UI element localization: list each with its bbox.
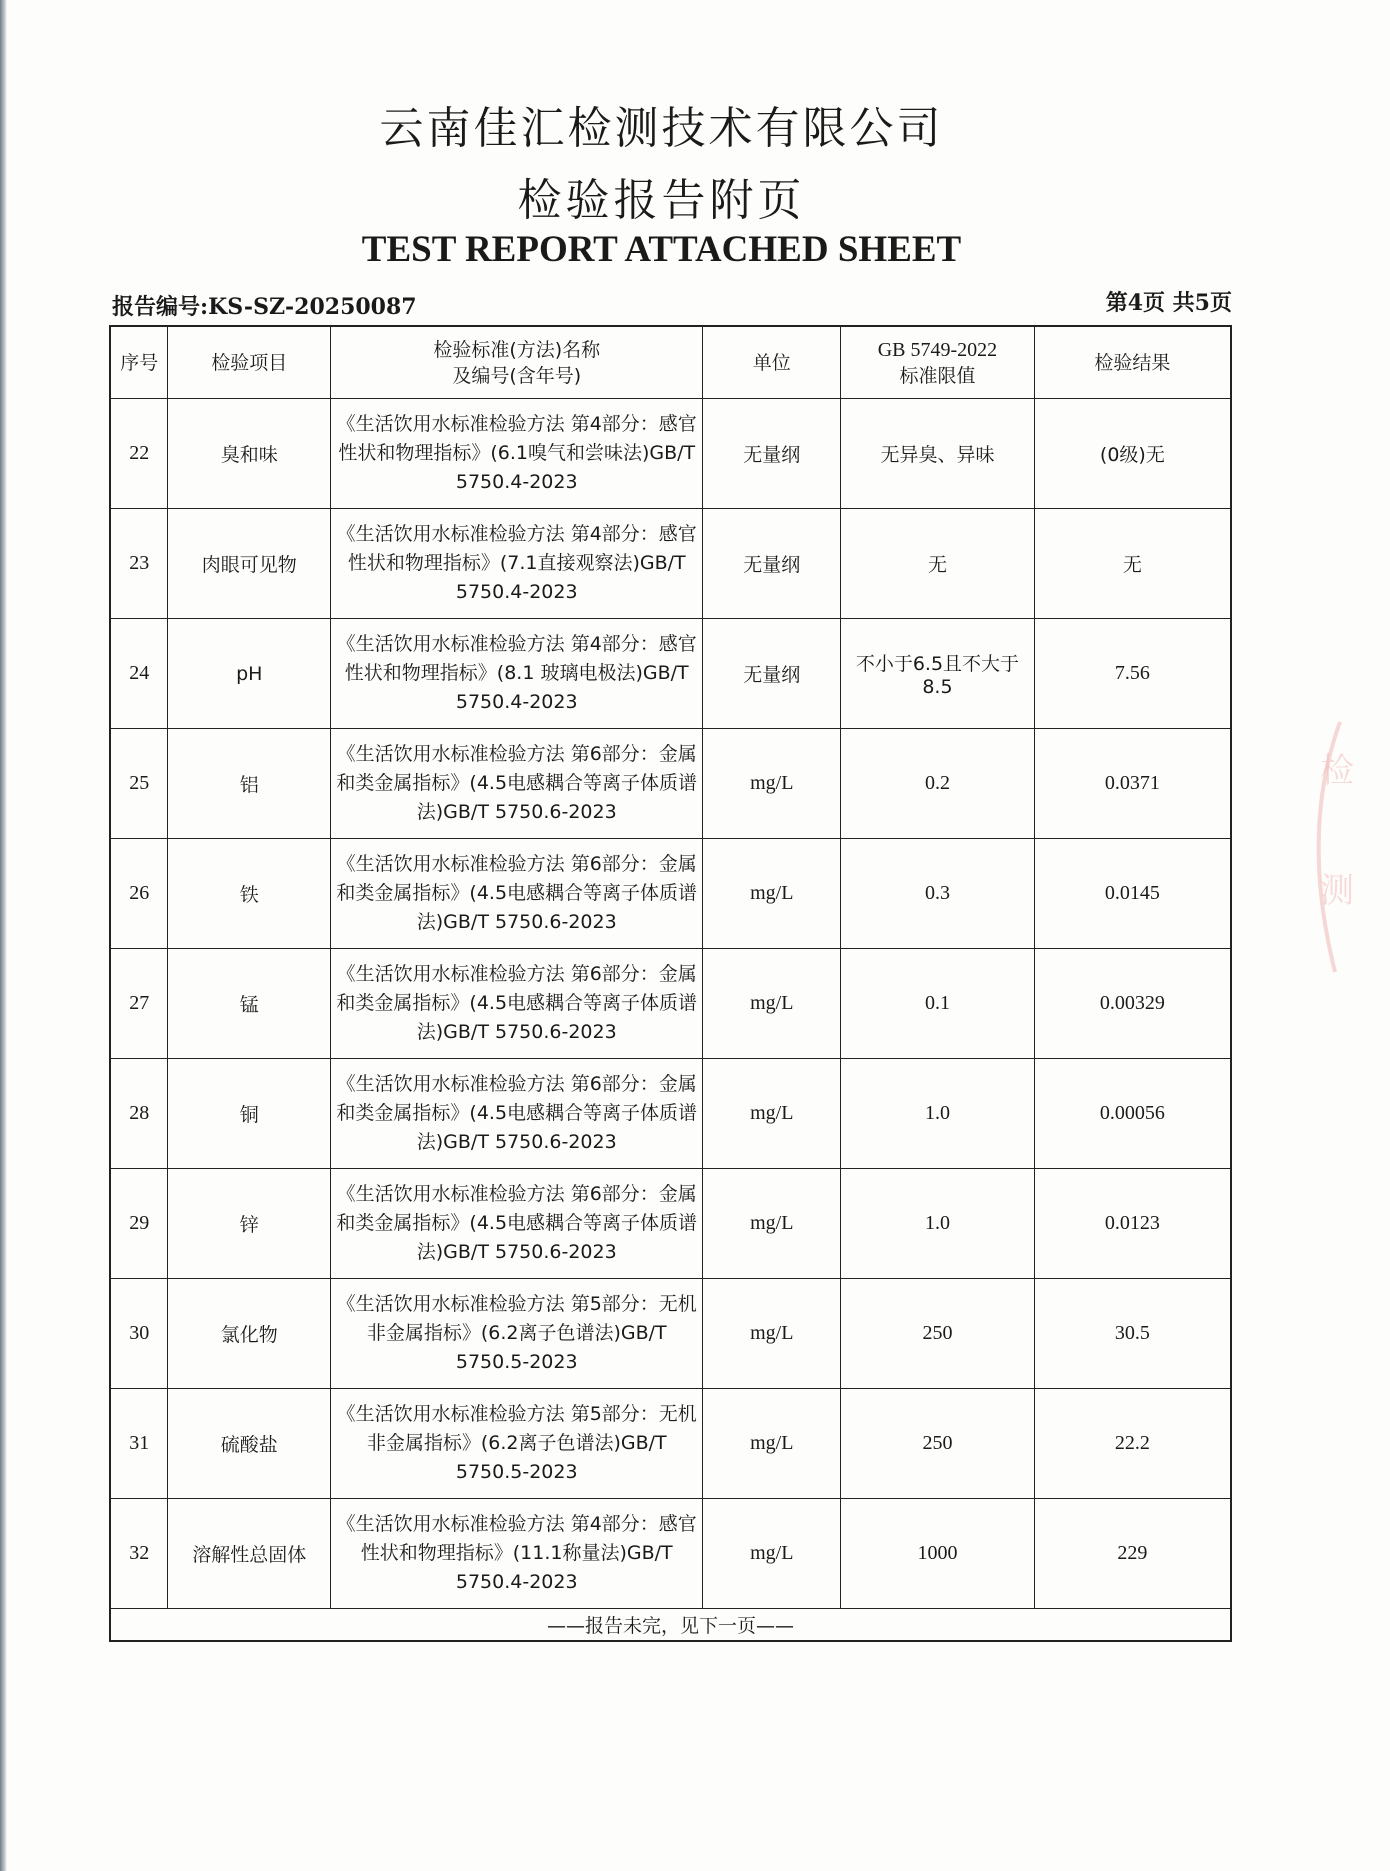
row-seq: 25 bbox=[110, 729, 168, 839]
row-result: 无 bbox=[1034, 509, 1231, 619]
row-unit: mg/L bbox=[703, 1279, 841, 1389]
row-limit: 不小于6.5且不大于8.5 bbox=[841, 619, 1035, 729]
row-limit: 250 bbox=[841, 1389, 1035, 1499]
row-unit: mg/L bbox=[703, 1059, 841, 1169]
row-result: 0.0123 bbox=[1034, 1169, 1231, 1279]
header-limit-line2: 标准限值 bbox=[899, 364, 976, 387]
row-item: pH bbox=[168, 619, 331, 729]
table-row bbox=[110, 399, 1231, 509]
row-method: 《生活饮用水标准检验方法 第6部分：金属和类金属指标》(4.5电感耦合等离子体质谱法)GB/T 5750.6-2023 bbox=[331, 949, 703, 1059]
row-limit: 1.0 bbox=[841, 1169, 1035, 1279]
row-limit: 1.0 bbox=[841, 1059, 1035, 1169]
red-seal-stamp bbox=[1280, 712, 1390, 982]
page-info: 第4页 共5页 bbox=[1105, 290, 1232, 316]
row-result: 7.56 bbox=[1034, 619, 1231, 729]
row-item: 臭和味 bbox=[168, 399, 331, 509]
row-item: 锌 bbox=[168, 1169, 331, 1279]
header-method-line2: 及编号(含年号) bbox=[452, 364, 582, 387]
header-seq: 序号 bbox=[110, 326, 168, 399]
row-seq: 31 bbox=[110, 1389, 168, 1499]
report-continued-note: ——报告未完，见下一页—— bbox=[110, 1609, 1231, 1642]
row-method: 《生活饮用水标准检验方法 第4部分：感官性状和物理指标》(11.1称量法)GB/T 5750.4-2023 bbox=[331, 1499, 703, 1609]
table-header-row bbox=[110, 326, 1231, 399]
row-limit: 0.2 bbox=[841, 729, 1035, 839]
seal-fragment-icon bbox=[1280, 712, 1390, 982]
row-limit: 0.1 bbox=[841, 949, 1035, 1059]
row-method: 《生活饮用水标准检验方法 第6部分：金属和类金属指标》(4.5电感耦合等离子体质谱法)GB/T 5750.6-2023 bbox=[331, 1059, 703, 1169]
row-seq: 27 bbox=[110, 949, 168, 1059]
scan-edge bbox=[0, 0, 7, 1871]
row-seq: 22 bbox=[110, 399, 168, 509]
row-item: 溶解性总固体 bbox=[168, 1499, 331, 1609]
row-result: 22.2 bbox=[1034, 1389, 1231, 1499]
table-row bbox=[110, 1389, 1231, 1499]
row-item: 肉眼可见物 bbox=[168, 509, 331, 619]
row-unit: mg/L bbox=[703, 949, 841, 1059]
header-unit: 单位 bbox=[703, 326, 841, 399]
row-result: (0级)无 bbox=[1034, 399, 1231, 509]
header-item: 检验项目 bbox=[168, 326, 331, 399]
row-unit: 无量纲 bbox=[703, 509, 841, 619]
table-row bbox=[110, 1059, 1231, 1169]
report-number: 报告编号:KS-SZ-20250087 bbox=[112, 294, 417, 320]
row-seq: 24 bbox=[110, 619, 168, 729]
header-result: 检验结果 bbox=[1034, 326, 1231, 399]
row-seq: 26 bbox=[110, 839, 168, 949]
row-limit: 无异臭、异味 bbox=[841, 399, 1035, 509]
table-row bbox=[110, 1499, 1231, 1609]
table-row bbox=[110, 1169, 1231, 1279]
row-unit: 无量纲 bbox=[703, 399, 841, 509]
row-result: 30.5 bbox=[1034, 1279, 1231, 1389]
row-item: 锰 bbox=[168, 949, 331, 1059]
company-name: 云南佳汇检测技术有限公司 bbox=[379, 103, 944, 154]
header-limit-line1: GB 5749-2022 bbox=[877, 338, 998, 361]
row-unit: mg/L bbox=[703, 1389, 841, 1499]
table-row bbox=[110, 729, 1231, 839]
row-item: 铁 bbox=[168, 839, 331, 949]
row-seq: 29 bbox=[110, 1169, 168, 1279]
results-table bbox=[109, 325, 1232, 1642]
row-seq: 32 bbox=[110, 1499, 168, 1609]
row-method: 《生活饮用水标准检验方法 第4部分：感官性状和物理指标》(6.1嗅气和尝味法)GB/T 5750.4-2023 bbox=[331, 399, 703, 509]
table-row bbox=[110, 839, 1231, 949]
row-method: 《生活饮用水标准检验方法 第6部分：金属和类金属指标》(4.5电感耦合等离子体质谱法)GB/T 5750.6-2023 bbox=[331, 1169, 703, 1279]
header-method bbox=[331, 326, 703, 399]
table-row bbox=[110, 949, 1231, 1059]
row-unit: mg/L bbox=[703, 839, 841, 949]
row-limit: 250 bbox=[841, 1279, 1035, 1389]
row-method: 《生活饮用水标准检验方法 第6部分：金属和类金属指标》(4.5电感耦合等离子体质谱法)GB/T 5750.6-2023 bbox=[331, 729, 703, 839]
svg-text:测: 测 bbox=[1320, 871, 1354, 911]
header-limit bbox=[841, 326, 1035, 399]
row-limit: 1000 bbox=[841, 1499, 1035, 1609]
table-row bbox=[110, 1279, 1231, 1389]
row-item: 硫酸盐 bbox=[168, 1389, 331, 1499]
row-method: 《生活饮用水标准检验方法 第4部分：感官性状和物理指标》(7.1直接观察法)GB/T 5750.4-2023 bbox=[331, 509, 703, 619]
header-method-line1: 检验标准(方法)名称 bbox=[433, 338, 601, 361]
row-item: 氯化物 bbox=[168, 1279, 331, 1389]
row-method: 《生活饮用水标准检验方法 第6部分：金属和类金属指标》(4.5电感耦合等离子体质谱法)GB/T 5750.6-2023 bbox=[331, 839, 703, 949]
row-result: 0.00056 bbox=[1034, 1059, 1231, 1169]
row-limit: 0.3 bbox=[841, 839, 1035, 949]
row-result: 0.0371 bbox=[1034, 729, 1231, 839]
row-method: 《生活饮用水标准检验方法 第5部分：无机非金属指标》(6.2离子色谱法)GB/T 5750.5-2023 bbox=[331, 1279, 703, 1389]
row-item: 铝 bbox=[168, 729, 331, 839]
english-title: TEST REPORT ATTACHED SHEET bbox=[361, 229, 962, 270]
row-unit: mg/L bbox=[703, 1169, 841, 1279]
report-subtitle: 检验报告附页 bbox=[517, 175, 806, 226]
row-method: 《生活饮用水标准检验方法 第4部分：感官性状和物理指标》(8.1 玻璃电极法)GB/T 5750.4-2023 bbox=[331, 619, 703, 729]
row-result: 0.0145 bbox=[1034, 839, 1231, 949]
row-unit: mg/L bbox=[703, 729, 841, 839]
row-unit: 无量纲 bbox=[703, 619, 841, 729]
svg-text:检: 检 bbox=[1320, 751, 1354, 791]
row-method: 《生活饮用水标准检验方法 第5部分：无机非金属指标》(6.2离子色谱法)GB/T 5750.5-2023 bbox=[331, 1389, 703, 1499]
table-footer-row bbox=[110, 1609, 1231, 1642]
row-result: 229 bbox=[1034, 1499, 1231, 1609]
table-row bbox=[110, 619, 1231, 729]
row-seq: 30 bbox=[110, 1279, 168, 1389]
row-unit: mg/L bbox=[703, 1499, 841, 1609]
row-seq: 23 bbox=[110, 509, 168, 619]
row-result: 0.00329 bbox=[1034, 949, 1231, 1059]
table-row bbox=[110, 509, 1231, 619]
row-item: 铜 bbox=[168, 1059, 331, 1169]
row-seq: 28 bbox=[110, 1059, 168, 1169]
row-limit: 无 bbox=[841, 509, 1035, 619]
